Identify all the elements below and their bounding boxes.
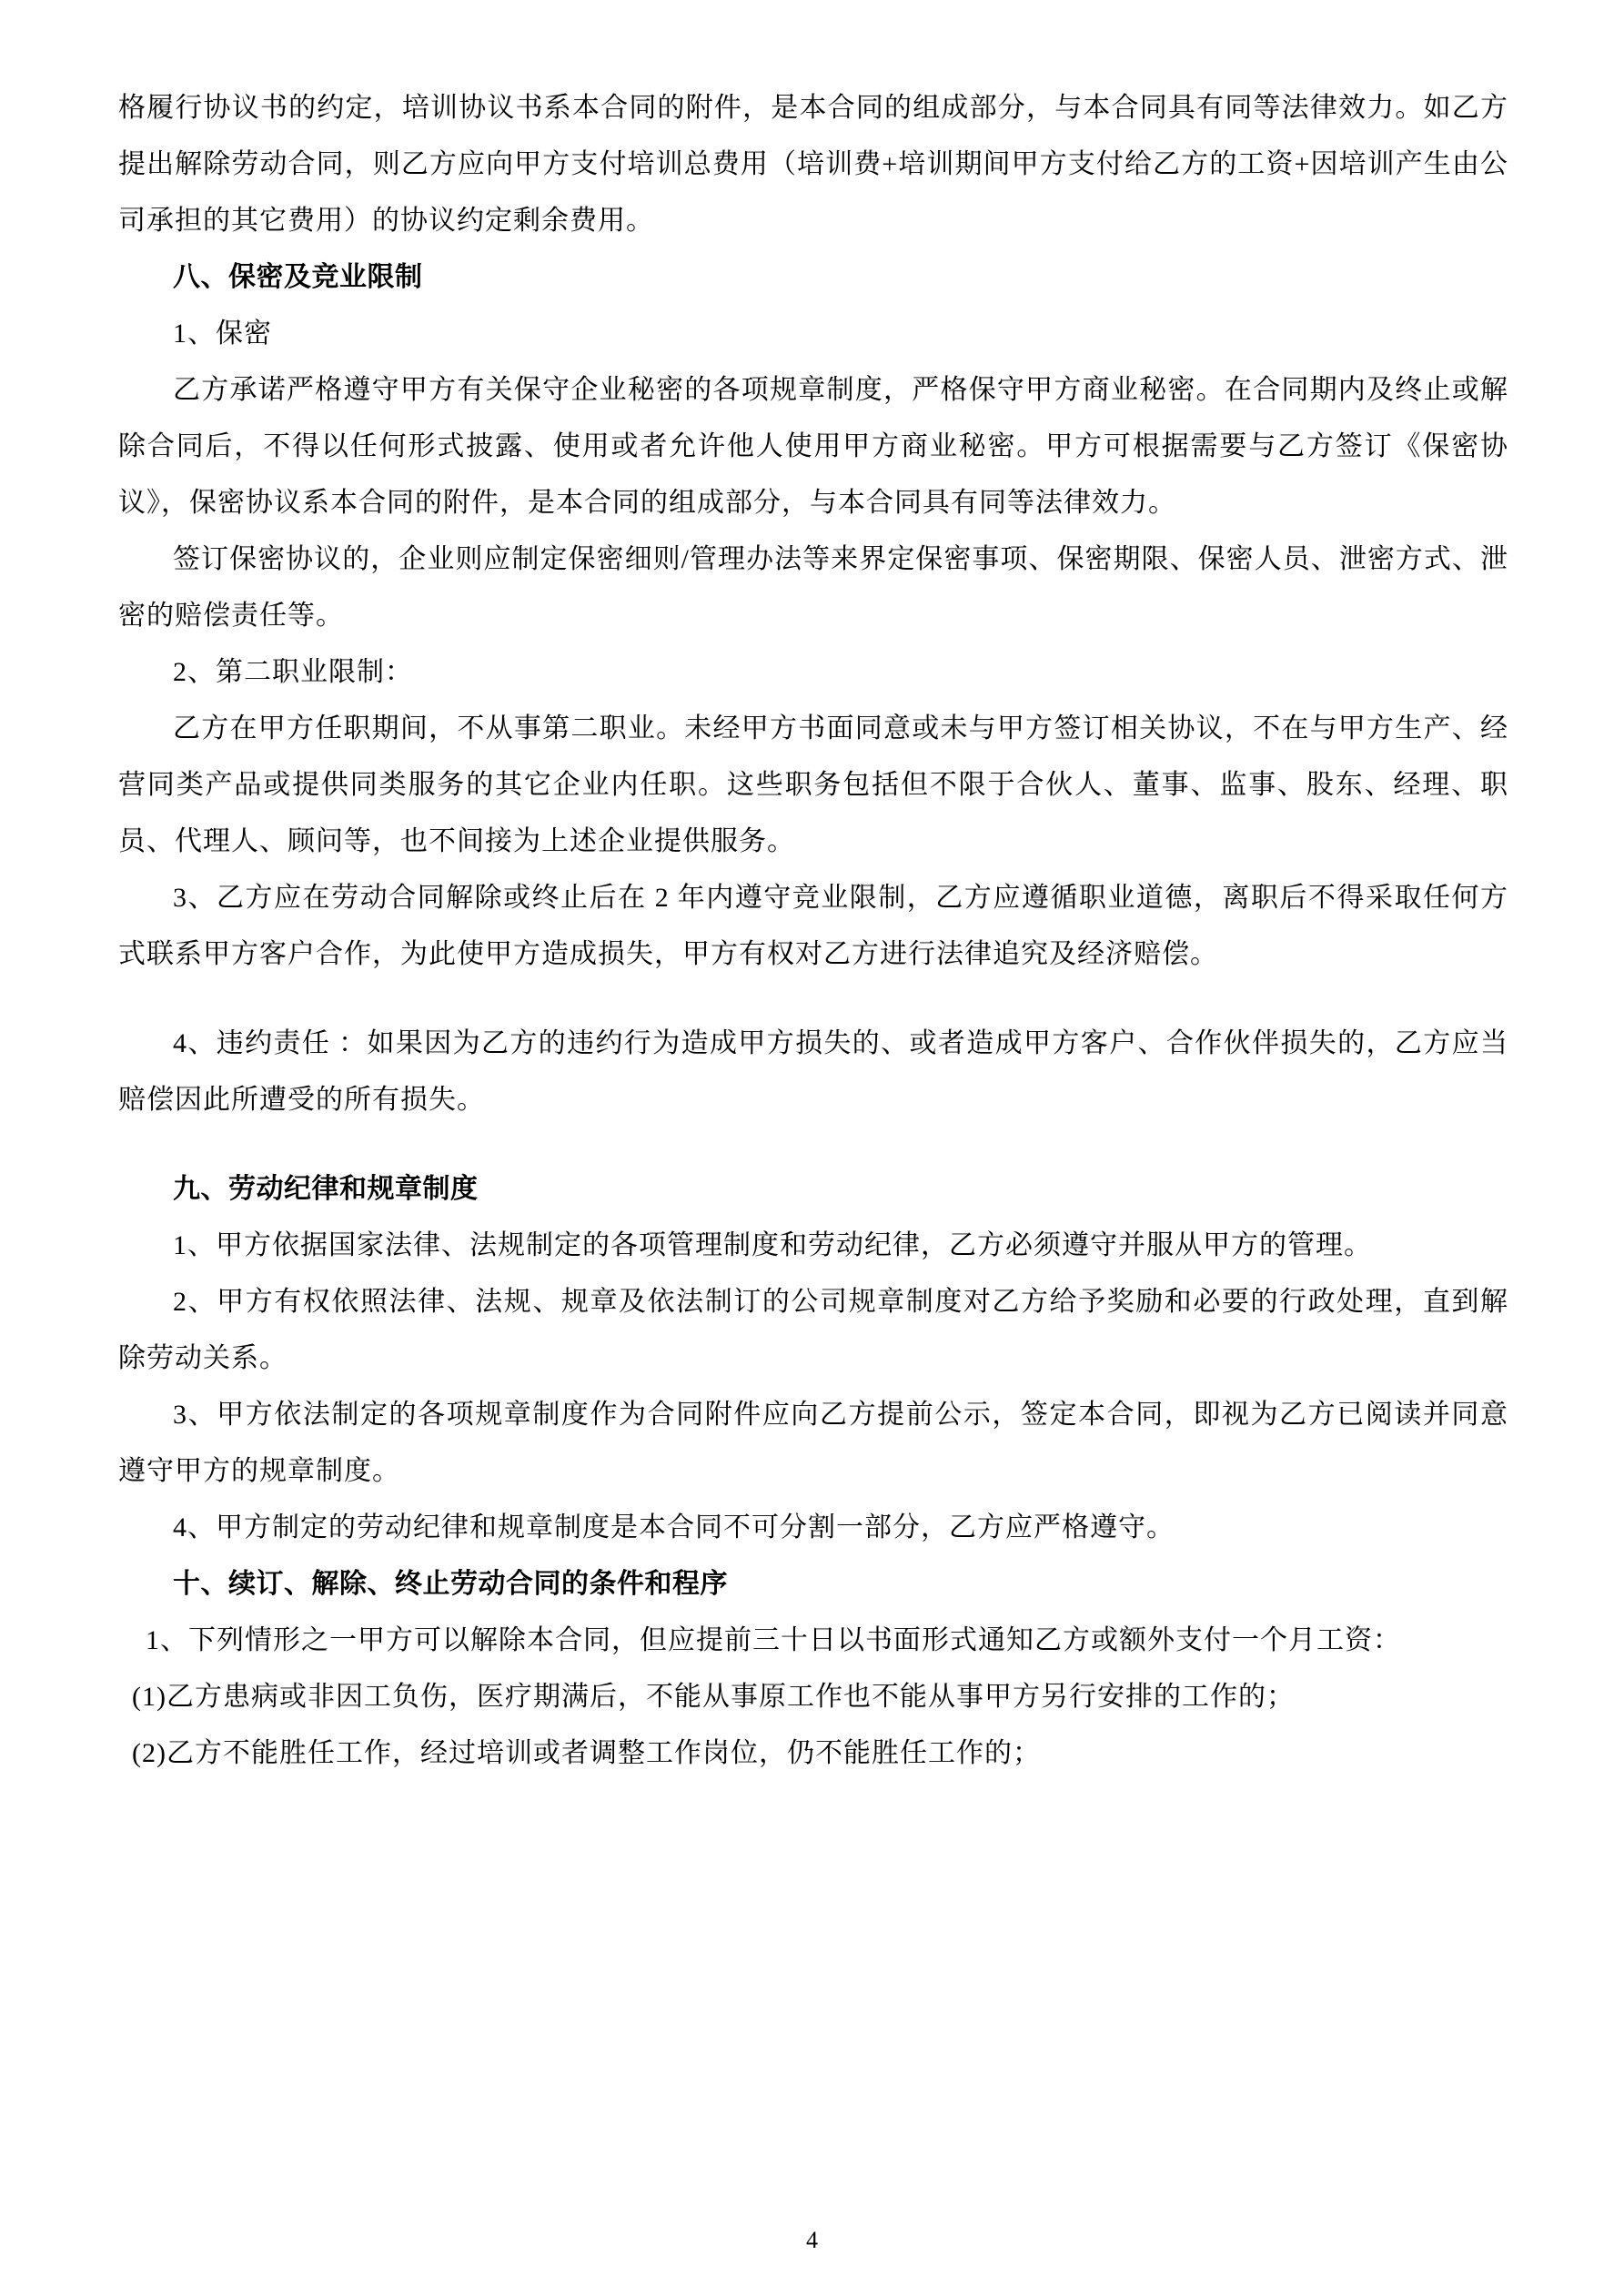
page-footer — [0, 2225, 1624, 2256]
paragraph: 乙方在甲方任职期间，不从事第二职业。未经甲方书面同意或未与甲方签订相关协议，不在与甲方生产、经营同类产品或提供同类服务的其它企业内任职。这些职务包括但不限于合伙人、董事、监事、股东、经理、职员、代理人、顾问等，也不间接为上述企业提供服务。 — [118, 713, 1508, 856]
paragraph: 1、下列情形之一甲方可以解除本合同，但应提前三十日以书面形式通知乙方或额外支付一个月工资： — [146, 1625, 1401, 1655]
paragraph: 乙方承诺严格遵守甲方有关保守企业秘密的各项规章制度，严格保守甲方商业秘密。在合同期内及终止或解除合同后，不得以任何形式披露、使用或者允许他人使用甲方商业秘密。甲方可根据需要与乙方签订《保密协议》，保密协议系本合同的附件，是本合同的组成部分，与本合同具有同等法律效力。 — [118, 375, 1508, 518]
paragraph: 4、违约责任 ：如果因为乙方的违约行为造成甲方损失的、或者造成甲方客户、合作伙伴损失的，乙方应当赔偿因此所遭受的所有损失。 — [118, 1028, 1508, 1115]
page-number: 4 — [806, 2227, 818, 2253]
paragraph: 1、保密 — [173, 319, 272, 349]
paragraph: 2、第二职业限制： — [173, 657, 413, 687]
paragraph: 1、甲方依据国家法律、法规制定的各项管理制度和劳动纪律，乙方必须遵守并服从甲方的管理。 — [173, 1230, 1372, 1260]
section-heading: 八、保密及竞业限制 — [173, 262, 423, 292]
paragraph: 4、甲方制定的劳动纪律和规章制度是本合同不可分割一部分，乙方应严格遵守。 — [173, 1512, 1175, 1542]
paragraph: (1)乙方患病或非因工负伤，医疗期满后，不能从事原工作也不能从事甲方另行安排的工作的； — [132, 1682, 1295, 1712]
section-heading: 九、劳动纪律和规章制度 — [173, 1174, 479, 1204]
paragraph: 3、乙方应在劳动合同解除或终止后在 2 年内遵守竞业限制，乙方应遵循职业道德，离职后不得采取任何方式联系甲方客户合作，为此使甲方造成损失，甲方有权对乙方进行法律追究及经济赔偿。 — [118, 883, 1508, 969]
paragraph: 2、甲方有权依照法律、法规、规章及依法制订的公司规章制度对乙方给予奖励和必要的行政处理，直到解除劳动关系。 — [118, 1287, 1508, 1373]
document-body — [118, 80, 1508, 1782]
section-heading: 十、续订、解除、终止劳动合同的条件和程序 — [173, 1569, 728, 1599]
paragraph: 3、甲方依法制定的各项规章制度作为合同附件应向乙方提前公示，签定本合同，即视为乙方已阅读并同意遵守甲方的规章制度。 — [118, 1400, 1508, 1486]
paragraph: 签订保密协议的，企业则应制定保密细则/管理办法等来界定保密事项、保密期限、保密人员、泄密方式、泄密的赔偿责任等。 — [118, 544, 1508, 631]
paragraph: (2)乙方不能胜任工作，经过培训或者调整工作岗位，仍不能胜任工作的； — [132, 1738, 1041, 1768]
paragraph: 格履行协议书的约定，培训协议书系本合同的附件，是本合同的组成部分，与本合同具有同等法律效力。如乙方提出解除劳动合同，则乙方应向甲方支付培训总费用（培训费+培训期间甲方支付给乙方的工资+因培训产生由公司承担的其它费用）的协议约定剩余费用。 — [118, 93, 1508, 236]
